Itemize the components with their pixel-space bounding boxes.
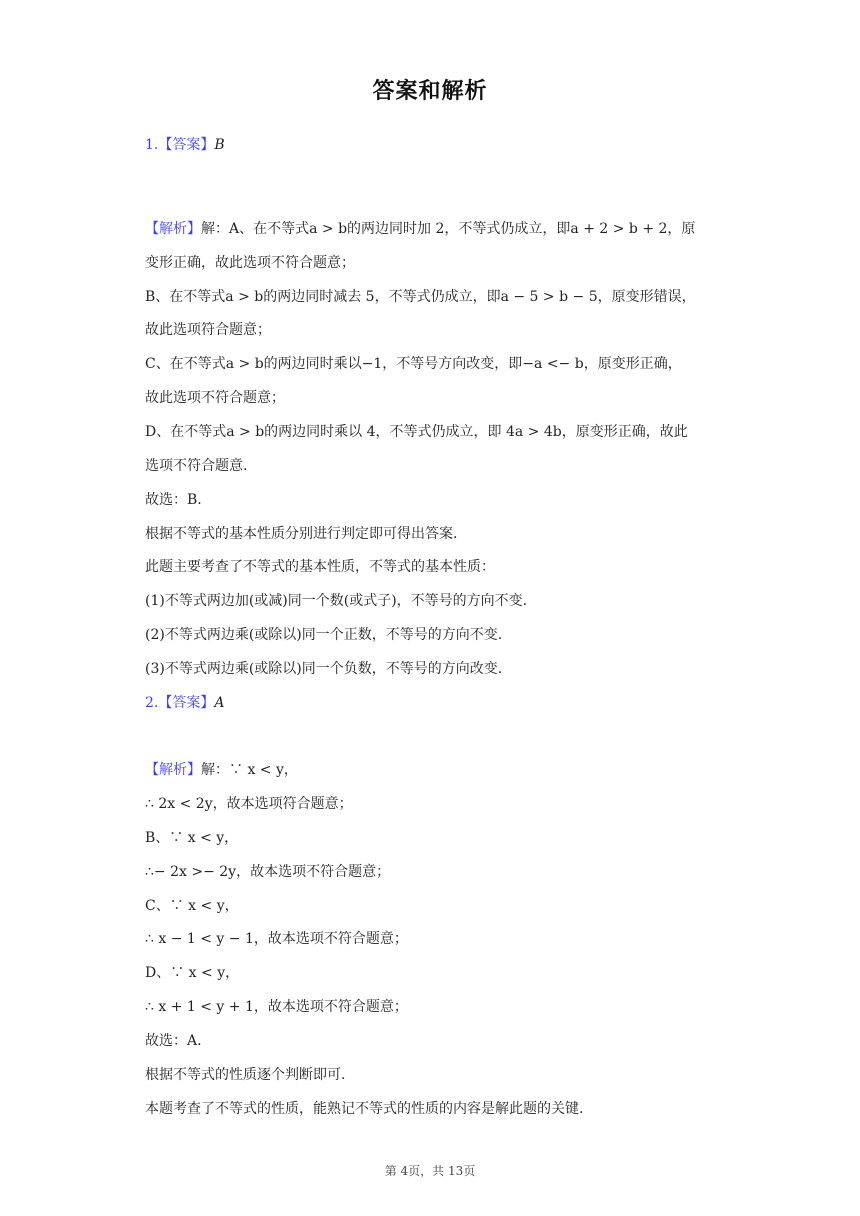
q1-analysis-line-0 <box>145 219 725 239</box>
q1-analysis-line-12: (2)不等式两边乘(或除以)同一个正数，不等号的方向不变. <box>145 627 503 643</box>
q1-answer-line <box>145 135 725 155</box>
q2-analysis-line-2: B、∵ x < y， <box>145 830 239 846</box>
q1-analysis-line-8: 故选：B. <box>145 492 202 508</box>
q2-analysis-line-10: 本题考查了不等式的性质，能熟记不等式的性质的内容是解此题的关键. <box>145 1101 584 1117</box>
q1-answer-prefix: 1.【答案】 <box>145 137 215 153</box>
q1-analysis-line-3: 故此选项符合题意； <box>145 322 271 338</box>
q2-analysis-line-9: 根据不等式的性质逐个判断即可. <box>145 1067 346 1083</box>
q1-analysis-line-6: D、在不等式a > b的两边同时乘以 4，不等式仍成立，即 4a > 4b，原变形正确，故此 <box>145 424 688 440</box>
q2-answer-value: A <box>214 695 225 711</box>
q2-answer-line <box>145 693 725 713</box>
q2-analysis-tag: 【解析】 <box>145 762 201 778</box>
q1-analysis-line-4: C、在不等式a > b的两边同时乘以−1，不等号方向改变，即−a <− b，原变形正确， <box>145 356 682 372</box>
q2-analysis-line-1: ∴ 2x < 2y，故本选项符合题意； <box>145 796 353 812</box>
q2-answer-prefix: 2.【答案】 <box>145 695 215 711</box>
q1-analysis-text: 解：A、在不等式a > b的两边同时加 2，不等式仍成立，即a + 2 > b + 2，原 <box>201 221 696 237</box>
q2-analysis-line-7: ∴ x + 1 < y + 1，故本选项不符合题意； <box>145 999 408 1015</box>
page-footer: 第 4页，共 13页 <box>384 1164 476 1178</box>
q2-analysis-line-8: 故选：A. <box>145 1033 202 1049</box>
q1-analysis-line-7: 选项不符合题意. <box>145 458 248 474</box>
q1-analysis-line-13: (3)不等式两边乘(或除以)同一个负数，不等号的方向改变. <box>145 661 503 677</box>
q1-analysis-tag: 【解析】 <box>145 221 201 237</box>
q2-analysis-line-5: ∴ x − 1 < y − 1，故本选项不符合题意； <box>145 931 408 947</box>
page-title: 答案和解析 <box>372 79 488 104</box>
q1-analysis-line-1: 变形正确，故此选项不符合题意； <box>145 255 355 271</box>
q2-analysis-text: 解：∵ x < y， <box>201 762 298 778</box>
q1-analysis-line-5: 故此选项不符合题意； <box>145 390 285 406</box>
q1-analysis-line-9: 根据不等式的基本性质分别进行判定即可得出答案. <box>145 526 458 542</box>
q1-analysis-line-10: 此题主要考查了不等式的基本性质，不等式的基本性质： <box>145 559 495 575</box>
q1-answer-value: B <box>214 137 225 153</box>
q2-analysis-line-4: C、∵ x < y， <box>145 898 239 914</box>
q1-analysis-line-2: B、在不等式a > b的两边同时减去 5，不等式仍成立，即a − 5 > b − 5，原变形错误， <box>145 289 696 305</box>
q2-analysis-line-3: ∴− 2x >− 2y，故本选项不符合题意； <box>145 864 391 880</box>
q2-analysis-line-0 <box>145 760 725 780</box>
q1-analysis-line-11: (1)不等式两边加(或减)同一个数(或式子)，不等号的方向不变. <box>145 593 528 609</box>
q2-analysis-line-6: D、∵ x < y， <box>145 965 240 981</box>
